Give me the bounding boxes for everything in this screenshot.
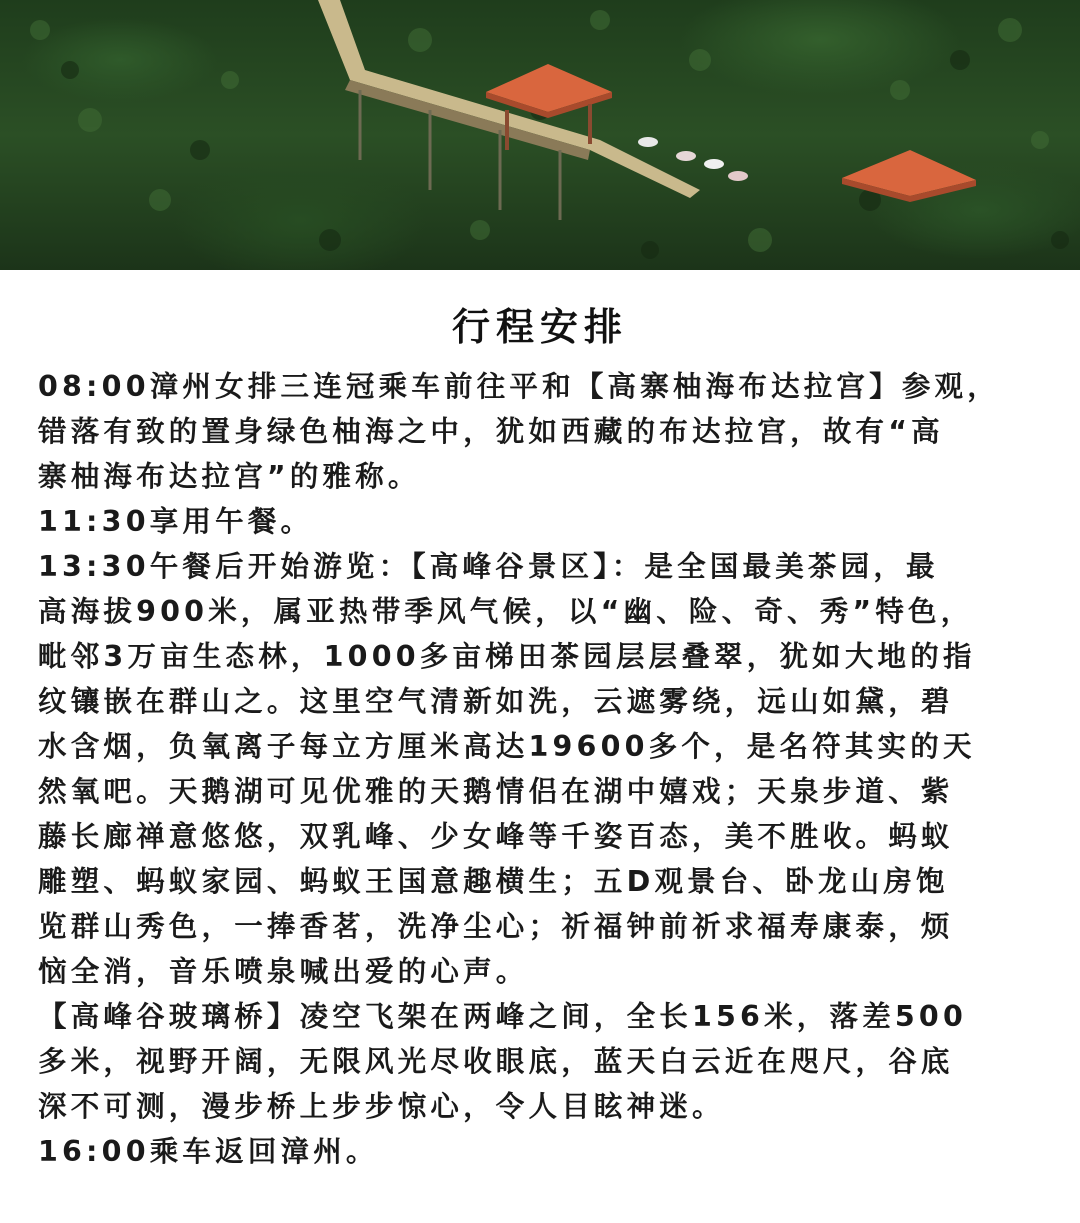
itinerary-paragraph-1330: 13:30午餐后开始游览：【高峰谷景区】：是全国最美茶园，最 高海拔900米，属亚热带季风气候，以“幽、险、奇、秀”特色， 毗邻3万亩生态林，1000多亩梯田茶园层层叠翠，犹如大地的指 纹镶嵌在群山之。这里空气清新如洗，云遮雾绕，远山如黛，碧 水含烟，负氧离子每立方厘米高达19600多个，是名符其实的天 然氧吧。天鹅湖可见优雅的天鹅情侣在湖中嬉戏；天泉步道、紫 藤长廊禅意悠悠，双乳峰、少女峰等千姿百态，美不胜收。蚂蚁 雕塑、蚂蚁家园、蚂蚁王国意趣横生；五D观景台、卧龙山房饱 览群山秀色，一捧香茗，洗净尘心；祈福钟前祈求福寿康泰，烦 恼全消，音乐喷泉喊出爱的心声。 [38,550,976,988]
page-title: 行程安排 [451,305,628,349]
itinerary-paragraph-1130: 11:30享用午餐。 [38,505,314,538]
hero-photo [0,0,1080,270]
itinerary-content [38,364,1058,1174]
itinerary-paragraph-1600: 16:00乘车返回漳州。 [38,1135,379,1168]
itinerary-paragraph-0800: 08:00漳州女排三连冠乘车前往平和【高寨柚海布达拉宫】参观， 错落有致的置身绿色柚海之中，犹如西藏的布达拉宫，故有“高 寨柚海布达拉宫”的雅称。 [38,370,1000,493]
itinerary-paragraph-glass-bridge: 【高峰谷玻璃桥】凌空飞架在两峰之间，全长156米，落差500 多米，视野开阔，无限风光尽收眼底，蓝天白云近在咫尺，谷底 深不可测，漫步桥上步步惊心，令人目眩神迷。 [38,1000,967,1123]
hero-photo-illustration [0,0,1080,270]
